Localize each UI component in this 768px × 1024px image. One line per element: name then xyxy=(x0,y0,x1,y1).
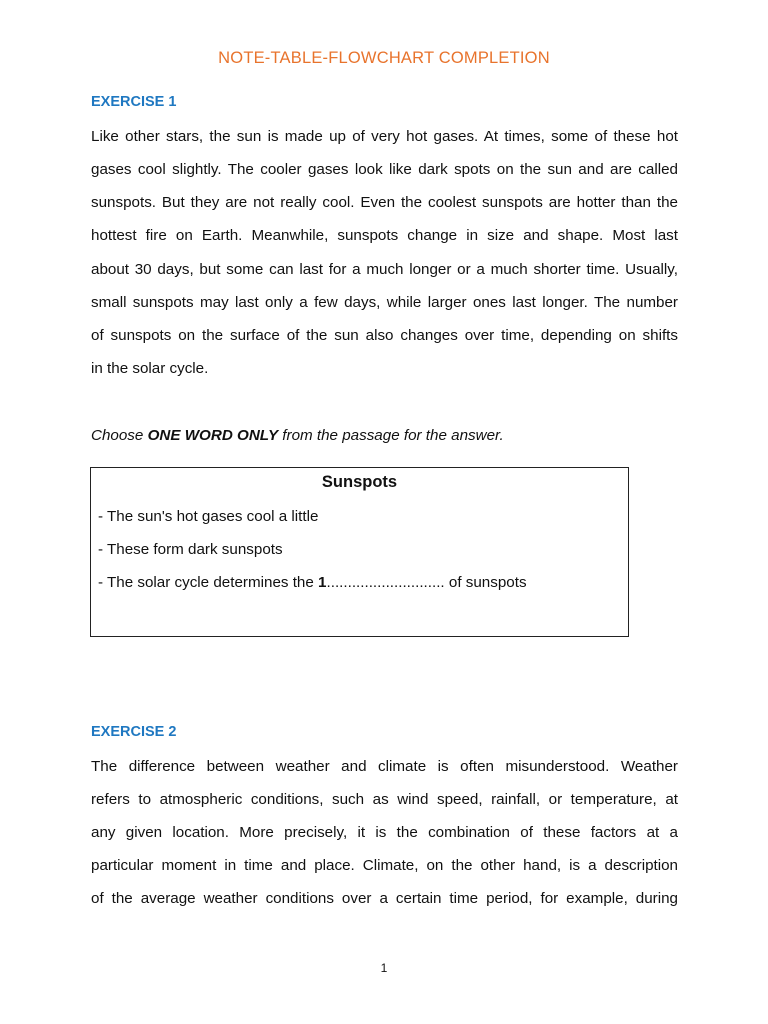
instruction-text xyxy=(91,425,504,447)
note-item-text: - The solar cycle determines the xyxy=(98,574,319,591)
instruction-before: Choose xyxy=(91,427,148,444)
note-item-with-blank xyxy=(98,572,527,594)
passage-line: sunspots. But they are not really cool. Even the coolest sunspots are hotter than the xyxy=(91,194,678,211)
passage-line: particular moment in time and place. Climate, on the other hand, is a description xyxy=(91,857,678,874)
answer-blank: ............................ of sunspots xyxy=(326,574,527,591)
passage-line: Like other stars, the sun is made up of very hot gases. At times, some of these hot xyxy=(91,128,678,145)
exercise-1-heading: EXERCISE 1 xyxy=(91,94,177,110)
passage-line: hottest fire on Earth. Meanwhile, sunspots change in size and shape. Most last xyxy=(91,227,678,244)
note-item: - These form dark sunspots xyxy=(98,541,283,558)
page-title: NOTE-TABLE-FLOWCHART COMPLETION xyxy=(218,49,550,67)
passage-line: of sunspots on the surface of the sun also changes over time, depending on shifts xyxy=(91,327,678,344)
passage-line: any given location. More precisely, it is the combination of these factors at a xyxy=(91,824,678,841)
note-item: - The sun's hot gases cool a little xyxy=(98,508,319,525)
passage-line: The difference between weather and climate is often misunderstood. Weather xyxy=(91,758,678,775)
exercise-2-heading: EXERCISE 2 xyxy=(91,724,177,740)
note-completion-box xyxy=(90,467,629,637)
passage-line: of the average weather conditions over a certain time period, for example, during xyxy=(91,890,678,907)
passage-line: gases cool slightly. The cooler gases look like dark spots on the sun and are called xyxy=(91,161,678,178)
instruction-after: from the passage for the answer. xyxy=(278,427,504,444)
passage-line: small sunspots may last only a few days, while larger ones last longer. The number xyxy=(91,294,678,311)
passage-line: in the solar cycle. xyxy=(91,360,209,377)
passage-line: refers to atmospheric conditions, such as wind speed, rainfall, or temperature, at xyxy=(91,791,678,808)
passage-line: about 30 days, but some can last for a much longer or a much shorter time. Usually, xyxy=(91,261,678,278)
instruction-emphasis: ONE WORD ONLY xyxy=(147,427,279,444)
note-title: Sunspots xyxy=(321,473,398,491)
question-number: 1 xyxy=(318,574,327,591)
page-number: 1 xyxy=(380,961,388,975)
